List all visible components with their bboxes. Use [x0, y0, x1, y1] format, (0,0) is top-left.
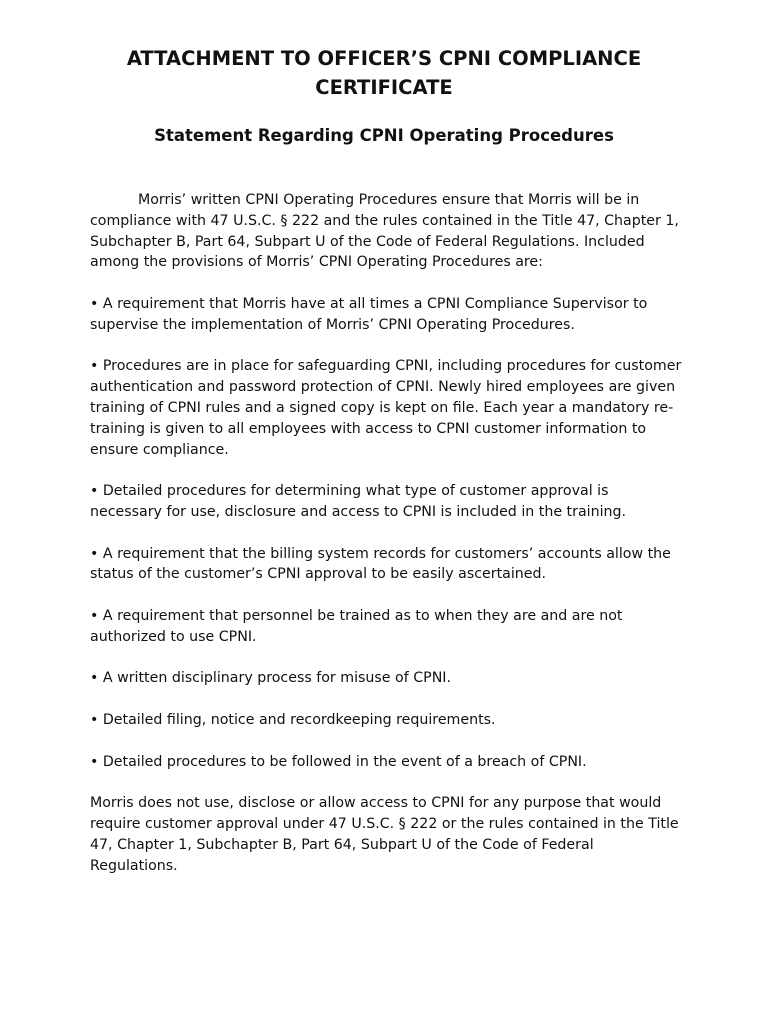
- bullet-paragraph: • A written disciplinary process for misuse of CPNI.: [90, 670, 451, 687]
- intro-paragraph: Morris’ written CPNI Operating Procedures ensure that Morris will be in compliance with 47 U.S.C. § 222 and the rules contained in the Title 47, Chapter 1, Subchapter B, Part 64, Subpart U of the Code of Federal Regulations. Included among the provisions of Morris’ CPNI Operating Procedures are:: [90, 192, 679, 271]
- bullet-paragraph: • A requirement that the billing system records for customers’ accounts allow the status of the customer’s CPNI approval to be easily ascertained.: [90, 545, 671, 583]
- bullet-paragraph: • Detailed filing, notice and recordkeeping requirements.: [90, 711, 496, 728]
- bullet-paragraph: • Procedures are in place for safeguarding CPNI, including procedures for customer authentication and password protection of CPNI. Newly hired employees are given training of CPNI rules and a signed copy is kept on file. Each year a mandatory re-training is given to all employees with access to CPNI customer information to ensure compliance.: [90, 358, 682, 458]
- bullet-paragraph: • Detailed procedures to be followed in the event of a breach of CPNI.: [90, 753, 587, 770]
- closing-paragraph: Morris does not use, disclose or allow access to CPNI for any purpose that would require customer approval under 47 U.S.C. § 222 or the rules contained in the Title 47, Chapter 1, Subchapter B, Part 64, Subpart U of the Code of Federal Regulations.: [90, 795, 679, 874]
- bullet-paragraph: • Detailed procedures for determining what type of customer approval is necessary for use, disclosure and access to CPNI is included in the training.: [90, 483, 627, 520]
- bullet-paragraph: • A requirement that Morris have at all times a CPNI Compliance Supervisor to supervise the implementation of Morris’ CPNI Operating Procedures.: [90, 295, 648, 333]
- document-body: [90, 190, 682, 897]
- document-title: ATTACHMENT TO OFFICER’S CPNI COMPLIANCE CERTIFICATE: [126, 47, 642, 99]
- document-subtitle: Statement Regarding CPNI Operating Procedures: [154, 126, 614, 145]
- bullet-paragraph: • A requirement that personnel be trained as to when they are and are not authorized to use CPNI.: [90, 607, 623, 645]
